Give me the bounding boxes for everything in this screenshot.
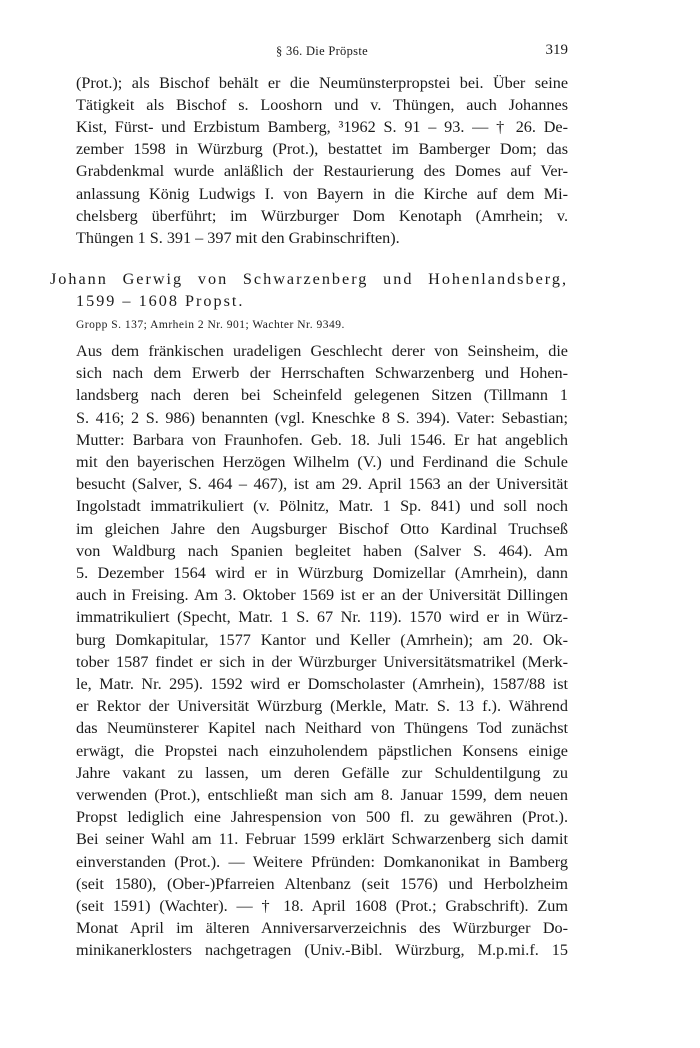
text-line: Grabdenkmal wurde anläßlich der Restaurierung des Domes auf Ver- (76, 162, 568, 181)
text-line: mit den bayerischen Herzögen Wilhelm (V.) und Ferdinand die Schule (76, 453, 568, 471)
text-line: Aus dem fränkischen uradeligen Geschlecht derer von Seinsheim, die (76, 342, 568, 360)
text-line: chelsberg überführt; im Würzburger Dom Kenotaph (Amrhein; v. (76, 206, 568, 225)
text-line: tober 1587 findet er sich in der Würzburger Universitätsmatrikel (Merk- (76, 652, 568, 671)
text-line: Tätigkeit als Bischof s. Looshorn und v. Thüngen, auch Johannes (76, 96, 568, 115)
text-line: anlassung König Ludwigs I. von Bayern in die Kirche auf dem Mi- (76, 184, 568, 203)
text-line: er Rektor der Universität Würzburg (Merkle, Matr. S. 13 f.). Während (76, 697, 568, 716)
text-line: minikanerklosters nachgetragen (Univ.-Bibl. Würzburg, M.p.mi.f. 15 (76, 941, 568, 960)
text-line: immatrikuliert (Specht, Matr. 1 S. 67 Nr. 119). 1570 wird er in Würz- (76, 608, 568, 627)
text-line: im gleichen Jahre den Augsburger Bischof Otto Kardinal Truchseß (76, 519, 568, 538)
heading-line: 1599 – 1608 Propst. (76, 292, 245, 310)
text-line: (seit 1591) (Wachter). — † 18. April 1608 (Prot.; Grabschrift). Zum (76, 897, 568, 915)
text-line: Propst lediglich eine Jahrespension von 500 fl. zu gewähren (Prot.). (76, 808, 568, 827)
text-line: landsberg nach deren bei Scheinfeld gelegenen Sitzen (Tillmann 1 (76, 386, 568, 405)
text-line: Ingolstadt immatrikuliert (v. Pölnitz, Matr. 1 Sp. 841) und soll noch (76, 497, 568, 516)
text-line: von Waldburg nach Spanien begleitet haben (Salver S. 464). Am (76, 541, 568, 560)
text-line: (Prot.); als Bischof behält er die Neumünsterpropstei bei. Über seine (76, 74, 568, 92)
text-line: le, Matr. Nr. 295). 1592 wird er Domscholaster (Amrhein), 1587/88 ist (76, 675, 568, 693)
references-line: Gropp S. 137; Amrhein 2 Nr. 901; Wachter Nr. 9349. (76, 319, 345, 331)
text-line: burg Domkapitular, 1577 Kantor und Keller (Amrhein); am 20. Ok- (76, 630, 568, 649)
text-line: Kist, Fürst- und Erzbistum Bamberg, ³1962 S. 91 – 93. — † 26. De- (76, 118, 568, 137)
text-line: 5. Dezember 1564 wird er in Würzburg Domizellar (Amrhein), dann (76, 564, 568, 582)
text-line: einverstanden (Prot.). — Weitere Pfründen: Domkanonikat in Bamberg (76, 852, 568, 871)
text-line: S. 416; 2 S. 986) benannten (vgl. Kneschke 8 S. 394). Vater: Sebastian; (76, 408, 568, 427)
page-number: 319 (545, 42, 568, 58)
text-line: das Neumünsterer Kapitel nach Neithard von Thüngens Tod zunächst (76, 719, 568, 738)
text-line: (seit 1580), (Ober-)Pfarreien Altenbanz (seit 1576) und Herbolzheim (76, 874, 568, 893)
text-line: besucht (Salver, S. 464 – 467), ist am 29. April 1563 an der Universität (76, 475, 568, 494)
text-line: Thüngen 1 S. 391 – 397 mit den Grabinschriften). (76, 228, 400, 247)
running-head (76, 44, 568, 64)
text-line: verwenden (Prot.), entschließt man sich am 8. Januar 1599, dem neuen (76, 786, 568, 804)
text-line: Jahre vakant zu lassen, um deren Gefälle zur Schuldentilgung zu (76, 763, 568, 782)
heading-line: Johann Gerwig von Schwarzenberg und Hohenlandsberg, (50, 270, 568, 288)
text-line: Mutter: Barbara von Fraunhofen. Geb. 18. Juli 1546. Er hat angeblich (76, 430, 568, 449)
text-line: zember 1598 in Würzburg (Prot.), bestattet im Bamberger Dom; das (76, 140, 568, 159)
section-title: § 36. Die Pröpste (276, 44, 368, 58)
text-line: sich nach dem Erwerb der Herrschaften Schwarzenberg und Hohen- (76, 364, 568, 383)
text-line: auch in Freising. Am 3. Oktober 1569 ist er an der Universität Dillingen (76, 586, 568, 605)
text-line: Bei seiner Wahl am 11. Februar 1599 erklärt Schwarzenberg sich damit (76, 830, 568, 849)
text-line: Monat April im älteren Anniversarverzeichnis des Würzburger Do- (76, 919, 568, 938)
text-line: erwägt, die Propstei nach einzuholendem päpstlichen Konsens einige (76, 741, 568, 760)
